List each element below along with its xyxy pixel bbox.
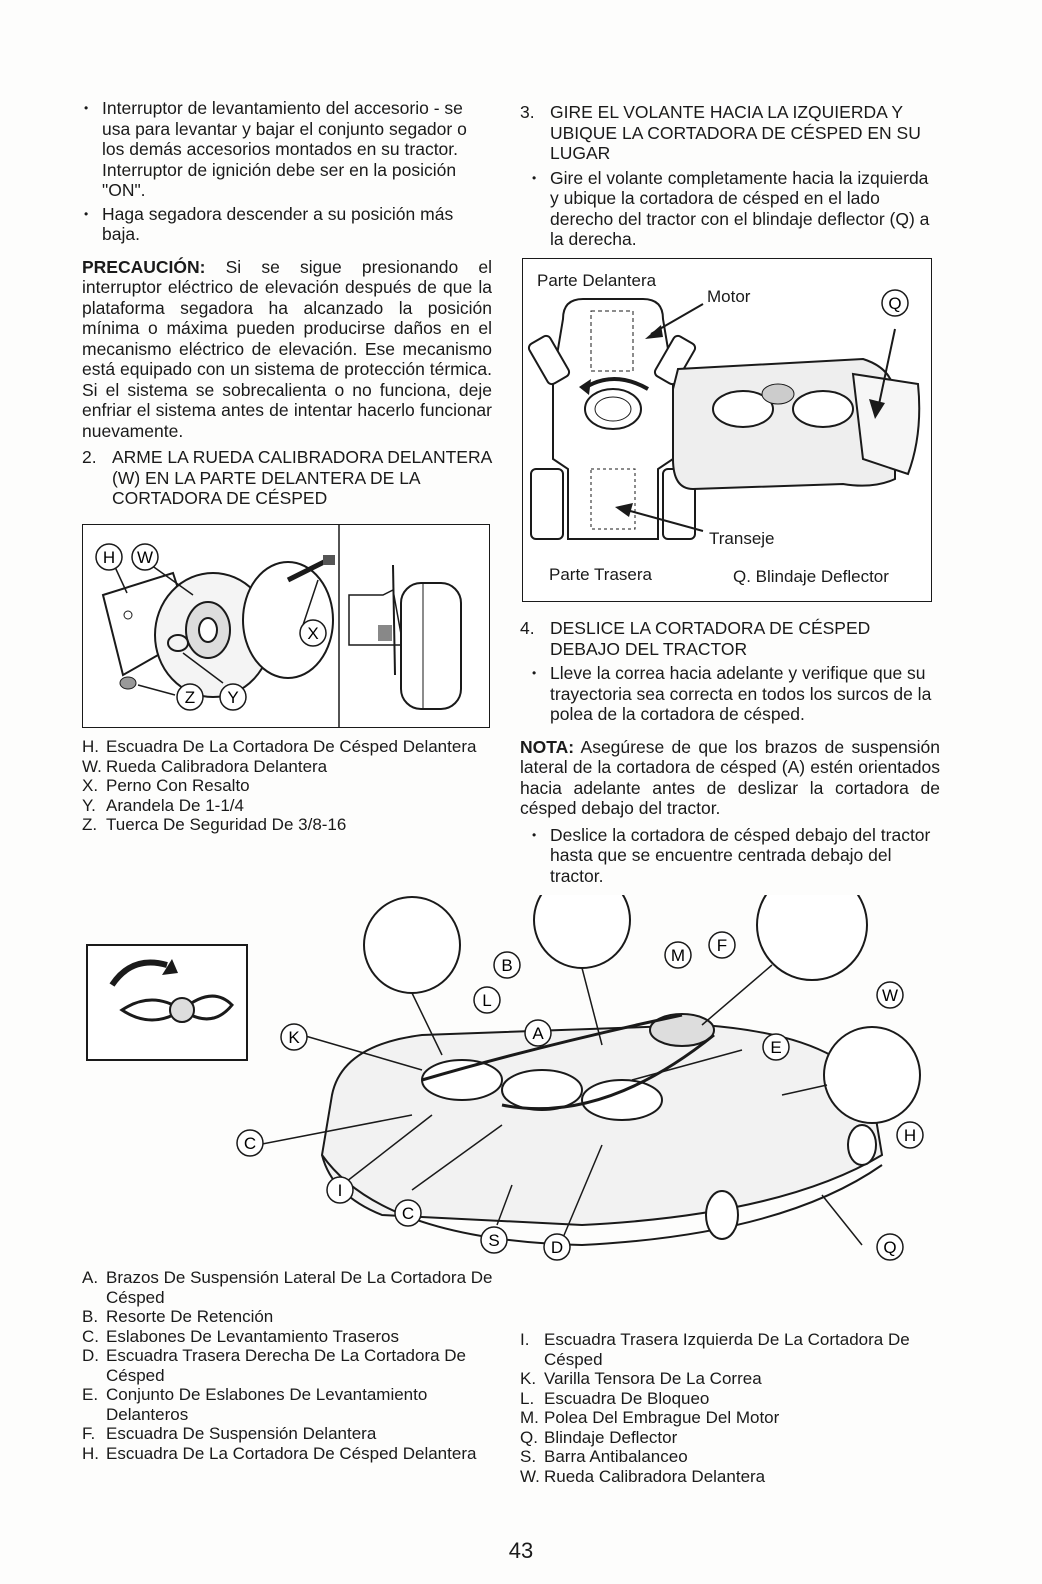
legend-key: Z.: [82, 815, 98, 834]
legend-key: H.: [82, 737, 99, 756]
legend-key: X.: [82, 776, 99, 795]
legend-text: Escuadra De La Cortadora De Césped Delantera: [106, 737, 477, 756]
callout-c-2-label: C: [401, 1204, 415, 1223]
callout-h: [897, 1122, 923, 1148]
legend-item-a: [82, 1268, 502, 1307]
callout-q: [877, 1234, 903, 1260]
legend-text: Arandela De 1-1/4: [106, 795, 244, 815]
legend-text: Escuadra De Suspensión Delantera: [106, 1424, 377, 1443]
callout-h-label: H: [903, 1126, 917, 1145]
callout-k: [281, 1024, 307, 1050]
legend-item-y: [82, 796, 482, 816]
callout-l-label: L: [482, 991, 492, 1010]
callout-z: [177, 684, 203, 710]
legend-key: K.: [520, 1369, 537, 1388]
legend-item-h: [82, 737, 482, 757]
motor-label: Motor: [707, 287, 751, 306]
rear-label: Parte Trasera: [549, 565, 652, 584]
bullet-steering: • Gire el volante completamente hacia la izquierda y ubique la cortadora de césped en el lado derecho del tractor con el blindaje deflector (Q) a la derecha.: [530, 168, 940, 250]
transeje-label: Transeje: [709, 529, 775, 548]
legend-item-m: [520, 1408, 940, 1428]
legend-text: Escuadra De Bloqueo: [544, 1388, 710, 1408]
callout-w: [132, 544, 158, 570]
legend-text: Conjunto De Eslabones De Levantamiento Delanteros: [106, 1385, 428, 1424]
front-label: Parte Delantera: [537, 271, 657, 290]
legend-key: B.: [82, 1307, 99, 1326]
callout-y: [220, 684, 246, 710]
callout-h-label: H: [102, 548, 116, 567]
bullet-lift-switch: • Interruptor de levantamiento del accesorio - se usa para levantar y bajar el conjunto segador o los demás accesorios montados en su tractor. Interruptor de ignición debe ser en la posición "ON".: [82, 98, 492, 201]
legend-item-b: [82, 1307, 502, 1327]
caution-label: PRECAUCIÓN:: [82, 256, 206, 277]
legend-key: D.: [82, 1346, 99, 1365]
legend-key: L.: [520, 1388, 535, 1408]
nota-label: NOTA:: [520, 736, 575, 757]
legend-text: Barra Antibalanceo: [544, 1447, 688, 1466]
callout-l: [474, 987, 500, 1013]
deck-legend-left: [82, 1268, 502, 1463]
legend-key: I.: [520, 1330, 530, 1349]
legend-key: S.: [520, 1447, 537, 1466]
deflector-caption: Q. Blindaje Deflector: [733, 567, 889, 586]
callout-q-label: Q: [883, 1238, 897, 1257]
callout-e-label: E: [770, 1038, 782, 1057]
callout-w-label: W: [136, 548, 154, 567]
legend-item-w: [82, 757, 482, 777]
gauge-wheel-legend: [82, 737, 482, 835]
callout-f: [709, 932, 735, 958]
callout-m-label: M: [670, 946, 686, 965]
legend-item-s: [520, 1447, 940, 1467]
callout-i: [327, 1177, 353, 1203]
legend-key: C.: [82, 1326, 99, 1346]
callout-s-label: S: [488, 1231, 500, 1250]
legend-text: Escuadra De La Cortadora De Césped Delantera: [106, 1443, 477, 1463]
step-2: [82, 447, 492, 509]
legend-key: F.: [82, 1424, 96, 1443]
callout-b: [494, 952, 520, 978]
callout-c-label: C: [243, 1134, 257, 1153]
right-text-middle: [520, 614, 940, 889]
nota-text: Asegúrese de que los brazos de suspensión lateral de la cortadora de césped (A) estén orientados hacia adelante antes de deslizar la cortadora de césped debajo del tractor.: [520, 736, 940, 818]
callout-e: [763, 1034, 789, 1060]
legend-item-k: [520, 1369, 940, 1389]
callout-y-label: Y: [227, 688, 239, 707]
legend-key: H.: [82, 1443, 99, 1463]
nota-paragraph: [520, 737, 940, 819]
step-4-text: DESLICE LA CORTADORA DE CÉSPED DEBAJO DEL TRACTOR: [550, 618, 871, 659]
legend-item-f: [82, 1424, 502, 1444]
caution-text: Si se sigue presionando el interruptor eléctrico de elevación después de que la plataforma segadora ha alcanzado la posición mínima o máxima pueden producirse daños en el mecanismo eléctrico de elevación. Ese mecanismo está equipado con un sistema de protección térmica. Si el sistema se sobrecalienta o no funciona, deje enfriar el sistema antes de intentar hacerlo funcionar nuevamente.: [82, 256, 492, 441]
legend-item-h: [82, 1444, 502, 1464]
callout-x: [300, 620, 326, 646]
callout-s: [481, 1227, 507, 1253]
legend-text: Brazos De Suspensión Lateral De La Cortadora De Césped: [106, 1268, 493, 1307]
callout-x-label: X: [307, 624, 319, 643]
gauge-wheel-illustration: [83, 525, 489, 727]
bullet-lower-mower: • Haga segadora descender a su posición más baja.: [82, 204, 492, 245]
callout-h: [96, 544, 122, 570]
legend-item-w: [520, 1467, 940, 1487]
callout-c-2: [395, 1200, 421, 1226]
legend-key: Q.: [520, 1427, 538, 1447]
figure-gauge-wheel: [82, 524, 490, 728]
legend-item-i: [520, 1330, 940, 1369]
legend-item-x: [82, 776, 482, 796]
step-3: [520, 102, 940, 164]
legend-item-e: [82, 1385, 502, 1424]
legend-key: W.: [520, 1466, 540, 1486]
figure-deck-assembly: [82, 895, 942, 1275]
caution-paragraph: [82, 257, 492, 442]
legend-key: M.: [520, 1408, 539, 1427]
step-3-number: 3.: [520, 102, 535, 122]
callout-b-label: B: [501, 956, 513, 975]
step-2-number: 2.: [82, 447, 97, 467]
legend-key: A.: [82, 1268, 99, 1287]
legend-item-c: [82, 1327, 502, 1347]
legend-text: Escuadra Trasera Izquierda De La Cortadora De Césped: [544, 1330, 910, 1369]
deck-legend-right: [520, 1330, 940, 1486]
legend-item-l: [520, 1389, 940, 1409]
tractor-top-view-illustration: [523, 259, 931, 601]
legend-text: Polea Del Embrague Del Motor: [544, 1408, 780, 1427]
callout-z-label: Z: [184, 688, 196, 707]
callout-q-label: Q: [888, 294, 902, 313]
bullet-belt: • Lleve la correa hacia adelante y verifique que su trayectoria sea correcta en todos los surcos de la polea de la cortadora de césped.: [530, 663, 940, 725]
legend-key: W.: [82, 756, 102, 776]
page-number: 43: [508, 1538, 534, 1563]
callout-d: [544, 1234, 570, 1260]
figure-tractor-top-view: [522, 258, 932, 602]
callout-w: [877, 982, 903, 1008]
step-3-text: GIRE EL VOLANTE HACIA LA IZQUIERDA Y UBIQUE LA CORTADORA DE CÉSPED EN SU LUGAR: [550, 102, 921, 163]
legend-text: Rueda Calibradora Delantera: [106, 756, 328, 776]
legend-text: Resorte De Retención: [106, 1307, 274, 1326]
callout-f-label: F: [716, 936, 728, 955]
legend-text: Tuerca De Seguridad De 3/8-16: [106, 815, 347, 834]
callout-i-label: I: [337, 1181, 343, 1200]
legend-text: Rueda Calibradora Delantera: [544, 1466, 766, 1486]
left-text-column: [82, 98, 492, 513]
callout-m: [665, 942, 691, 968]
callout-a-label: A: [532, 1024, 544, 1043]
legend-item-q: [520, 1428, 940, 1448]
right-text-top: [520, 98, 940, 253]
step-2-text: ARME LA RUEDA CALIBRADORA DELANTERA (W) EN LA PARTE DELANTERA DE LA CORTADORA DE CÉSPED: [112, 447, 492, 508]
callout-c: [237, 1130, 263, 1156]
step-4: [520, 618, 940, 659]
legend-text: Eslabones De Levantamiento Traseros: [106, 1326, 399, 1346]
step-4-number: 4.: [520, 618, 535, 638]
legend-text: Escuadra Trasera Derecha De La Cortadora De Césped: [106, 1346, 467, 1385]
callout-k-label: K: [288, 1028, 300, 1047]
deck-assembly-illustration: [82, 895, 942, 1275]
legend-item-d: [82, 1346, 502, 1385]
bullet-slide-deck: • Deslice la cortadora de césped debajo del tractor hasta que se encuentre centrada debajo del tractor.: [530, 825, 940, 887]
callout-w-label: W: [881, 986, 899, 1005]
callout-d-label: D: [550, 1238, 564, 1257]
legend-key: Y.: [82, 795, 96, 815]
legend-item-z: [82, 815, 482, 835]
legend-text: Perno Con Resalto: [106, 776, 250, 795]
legend-key: E.: [82, 1385, 99, 1404]
callout-a: [525, 1020, 551, 1046]
legend-text: Blindaje Deflector: [544, 1427, 678, 1447]
legend-text: Varilla Tensora De La Correa: [544, 1369, 762, 1388]
